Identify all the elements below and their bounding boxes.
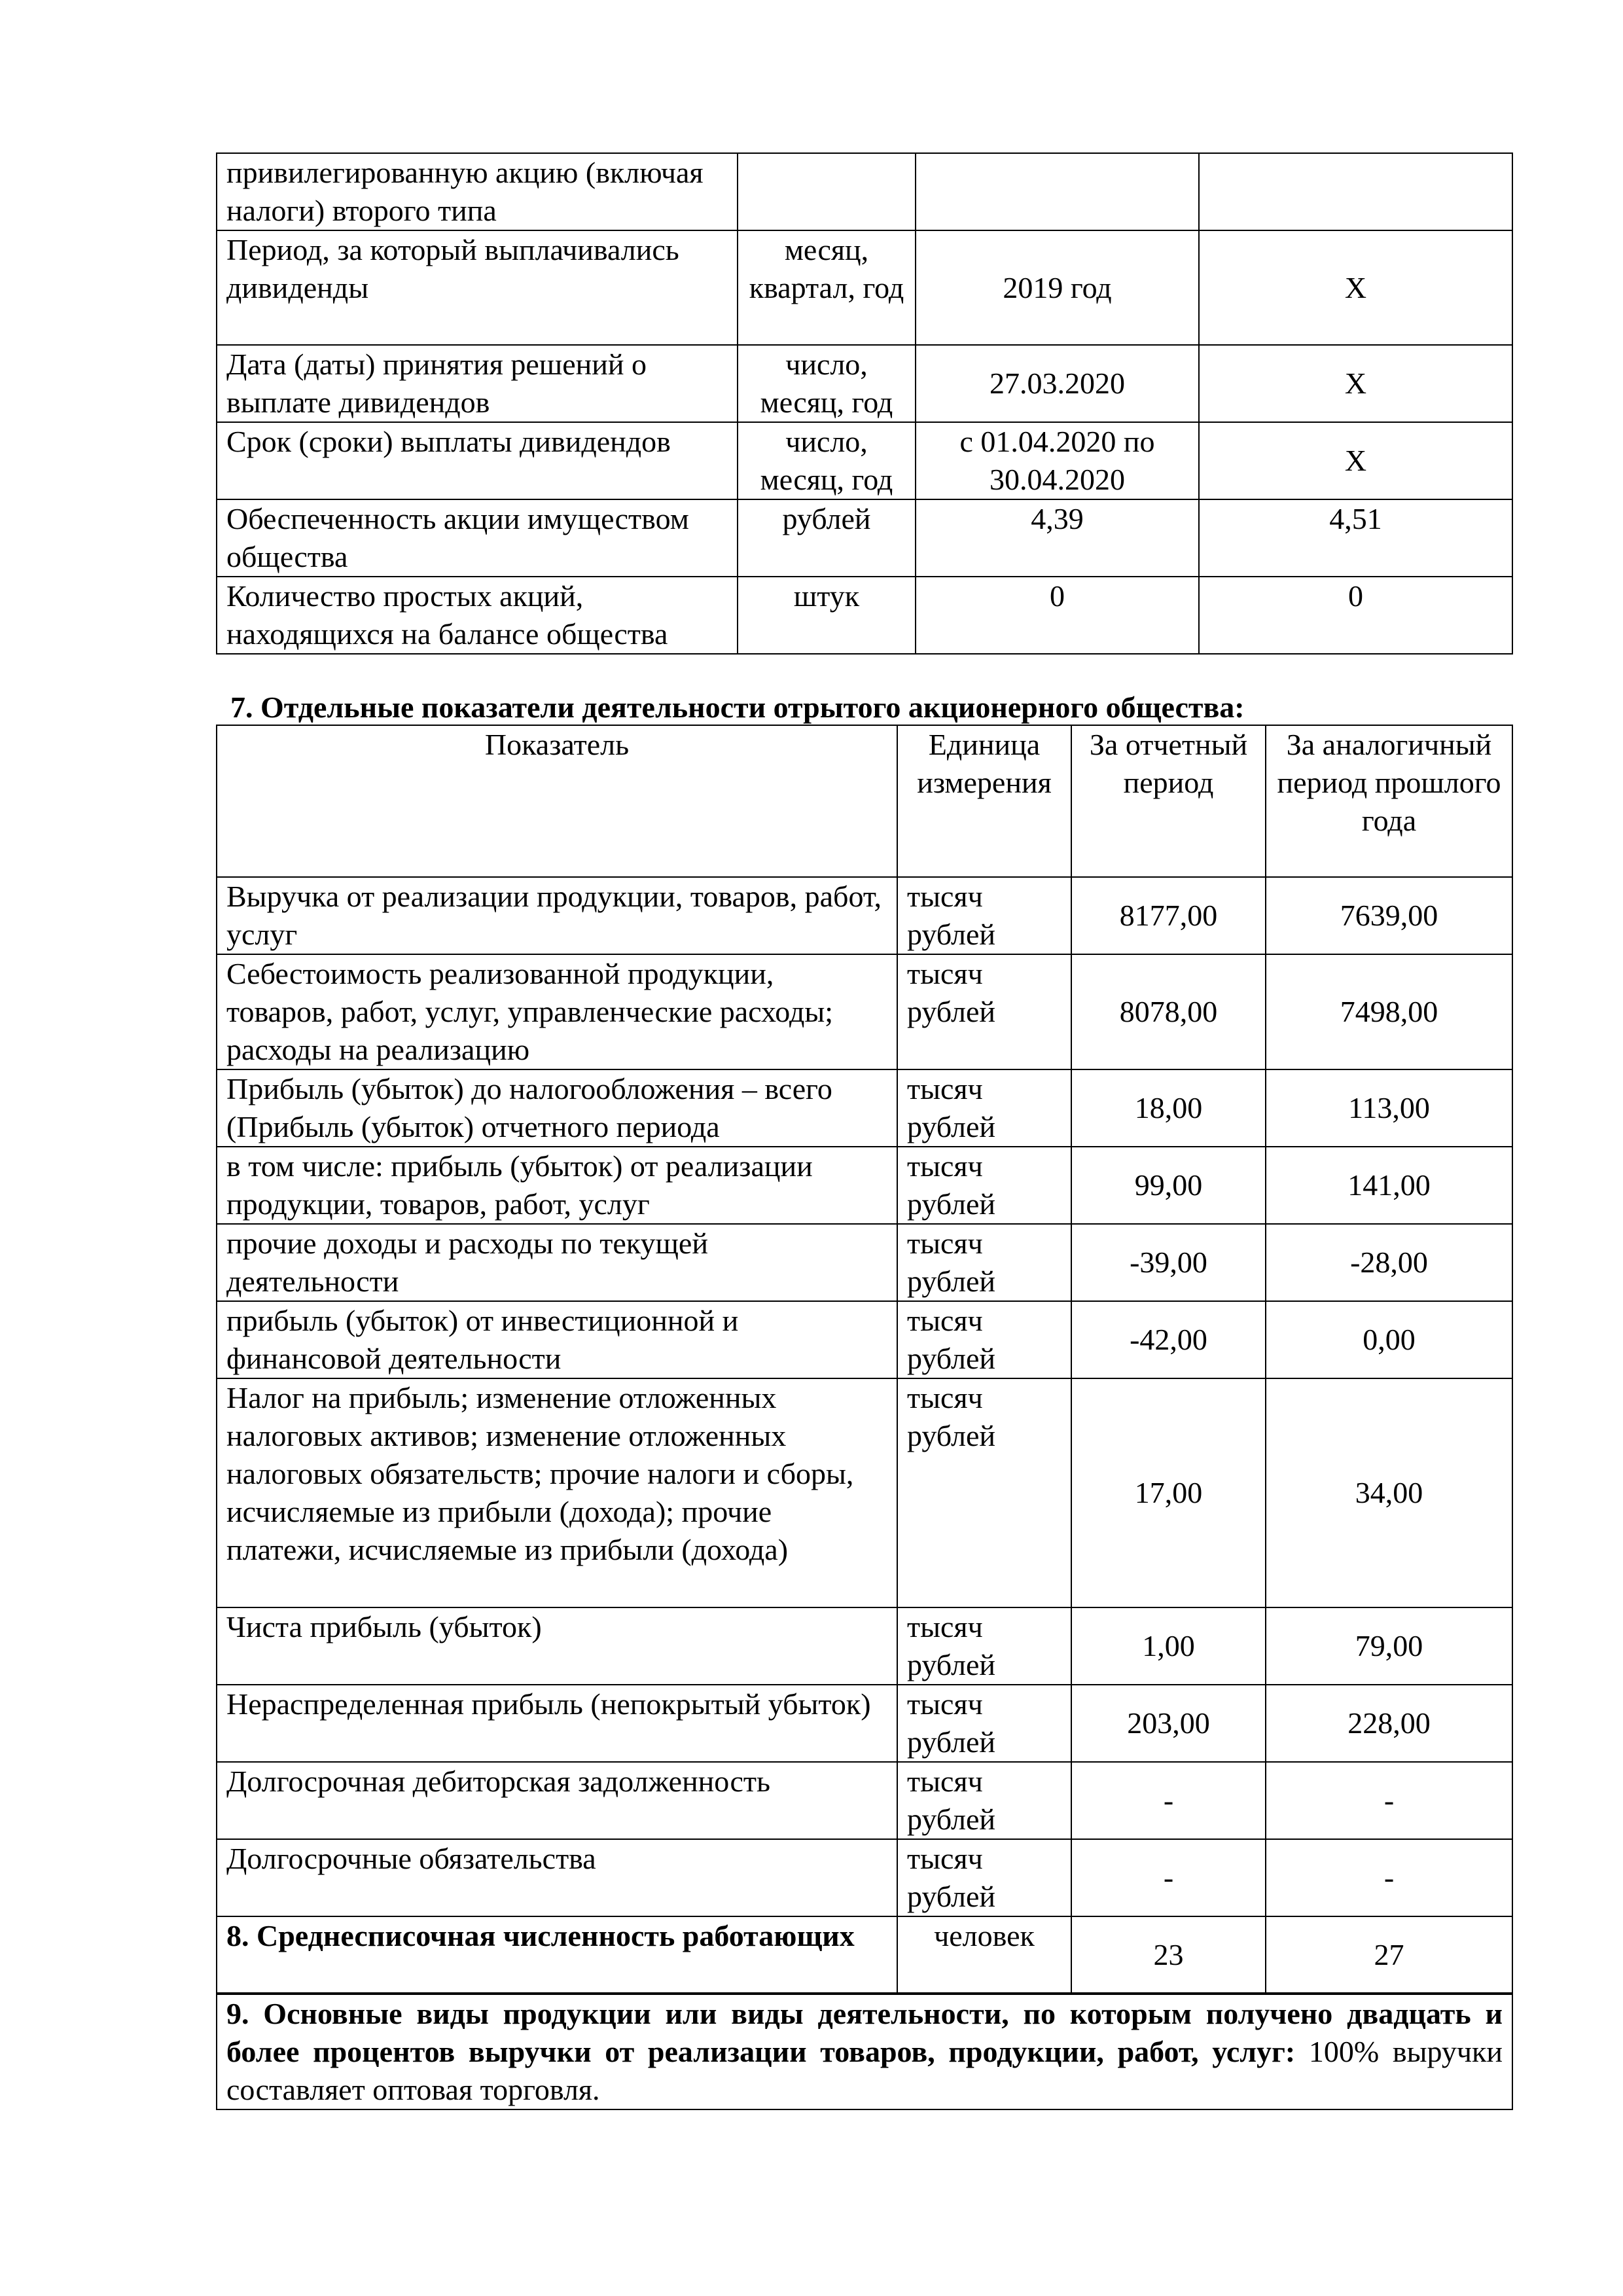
table-row [217, 1685, 1512, 1762]
row-previous-value: Х [1199, 230, 1512, 345]
row-current-value: - [1071, 1839, 1266, 1916]
row-label: прочие доходы и расходы по текущей деятельности [217, 1224, 897, 1301]
row-previous-value: 228,00 [1266, 1685, 1512, 1762]
table-row [217, 230, 1512, 345]
table-row [217, 1069, 1512, 1147]
row-current-value: 99,00 [1071, 1147, 1266, 1224]
row-unit: месяц, квартал, год [738, 230, 916, 345]
row-label: Прибыль (убыток) до налогообложения – всего (Прибыль (убыток) отчетного периода [217, 1069, 897, 1147]
row-previous-value: 7639,00 [1266, 877, 1512, 954]
row-previous-value [1199, 153, 1512, 230]
table-row [217, 499, 1512, 577]
header-unit: Единица измерения [897, 725, 1071, 877]
section-9-cell [217, 1994, 1512, 2109]
row-label: Нераспределенная прибыль (непокрытый убыток) [217, 1685, 897, 1762]
row-label: Срок (сроки) выплаты дивидендов [217, 422, 738, 499]
table-row [217, 577, 1512, 654]
section-8-current-value: 23 [1071, 1916, 1266, 1994]
indicators-table [216, 725, 1513, 2110]
table-row [217, 1762, 1512, 1839]
row-current-value: -39,00 [1071, 1224, 1266, 1301]
row-previous-value: - [1266, 1762, 1512, 1839]
dividends-table [216, 152, 1513, 655]
section-8-unit: человек [897, 1916, 1071, 1994]
row-unit: штук [738, 577, 916, 654]
row-previous-value: - [1266, 1839, 1512, 1916]
row-label: Чиста прибыль (убыток) [217, 1607, 897, 1685]
row-previous-value: 0,00 [1266, 1301, 1512, 1378]
row-current-value: - [1071, 1762, 1266, 1839]
row-previous-value: 79,00 [1266, 1607, 1512, 1685]
section-8-label: 8. Среднесписочная численность работающих [217, 1916, 897, 1994]
row-current-value: 1,00 [1071, 1607, 1266, 1685]
row-previous-value: 34,00 [1266, 1378, 1512, 1607]
row-unit: тысяч рублей [897, 1378, 1071, 1607]
row-previous-value: 7498,00 [1266, 954, 1512, 1069]
row-unit: тысяч рублей [897, 1069, 1071, 1147]
table-row [217, 1147, 1512, 1224]
row-label: Долгосрочные обязательства [217, 1839, 897, 1916]
row-current-value: 27.03.2020 [916, 345, 1199, 422]
row-current-value: 4,39 [916, 499, 1199, 577]
row-previous-value: Х [1199, 345, 1512, 422]
row-current-value: с 01.04.2020 по 30.04.2020 [916, 422, 1199, 499]
table-row [217, 1607, 1512, 1685]
row-unit: тысяч рублей [897, 1147, 1071, 1224]
table-row [217, 877, 1512, 954]
section-8-row [217, 1916, 1512, 1994]
header-previous-period: За аналогичный период прошлого года [1266, 725, 1512, 877]
row-unit: тысяч рублей [897, 1224, 1071, 1301]
row-current-value: 2019 год [916, 230, 1199, 345]
table-row [217, 1224, 1512, 1301]
row-unit: число, месяц, год [738, 345, 916, 422]
row-current-value: -42,00 [1071, 1301, 1266, 1378]
table-row [217, 345, 1512, 422]
row-label: Количество простых акций, находящихся на балансе общества [217, 577, 738, 654]
row-unit: тысяч рублей [897, 1762, 1071, 1839]
row-label: прибыль (убыток) от инвестиционной и финансовой деятельности [217, 1301, 897, 1378]
row-current-value: 8177,00 [1071, 877, 1266, 954]
section-9-title: 9. Основные виды продукции или виды деятельности, по которым получено двадцать и более процентов выручки от реализации товаров, продукции, работ, услуг: [226, 1997, 1503, 2068]
table-row [217, 1378, 1512, 1607]
table-row [217, 954, 1512, 1069]
section-9-row [217, 1994, 1512, 2109]
table-row [217, 1839, 1512, 1916]
row-label: привилегированную акцию (включая налоги) второго типа [217, 153, 738, 230]
section-9-text: 100% выручки составляет оптовая торговля. [226, 2035, 1503, 2106]
row-label: Дата (даты) принятия решений о выплате дивидендов [217, 345, 738, 422]
row-previous-value: -28,00 [1266, 1224, 1512, 1301]
table-row [217, 422, 1512, 499]
header-current-period: За отчетный период [1071, 725, 1266, 877]
row-unit: рублей [738, 499, 916, 577]
row-label: Выручка от реализации продукции, товаров, работ, услуг [217, 877, 897, 954]
row-previous-value: Х [1199, 422, 1512, 499]
row-unit: тысяч рублей [897, 1607, 1071, 1685]
table-row [217, 1301, 1512, 1378]
row-previous-value: 141,00 [1266, 1147, 1512, 1224]
row-current-value: 8078,00 [1071, 954, 1266, 1069]
row-unit: тысяч рублей [897, 1685, 1071, 1762]
row-label: Налог на прибыль; изменение отложенных налоговых активов; изменение отложенных налоговых обязательств; прочие налоги и сборы, исчисляемые из прибыли (дохода); прочие платежи, исчисляемые из прибыли (дохода) [217, 1378, 897, 1607]
row-current-value: 0 [916, 577, 1199, 654]
row-current-value [916, 153, 1199, 230]
section-7-title: 7. Отдельные показатели деятельности отрытого акционерного общества: [230, 691, 1245, 724]
row-label: в том числе: прибыль (убыток) от реализации продукции, товаров, работ, услуг [217, 1147, 897, 1224]
row-label: Период, за который выплачивались дивиденды [217, 230, 738, 345]
row-label: Долгосрочная дебиторская задолженность [217, 1762, 897, 1839]
row-previous-value: 0 [1199, 577, 1512, 654]
row-current-value: 17,00 [1071, 1378, 1266, 1607]
table-header-row [217, 725, 1512, 877]
header-indicator: Показатель [217, 725, 897, 877]
row-current-value: 203,00 [1071, 1685, 1266, 1762]
row-previous-value: 4,51 [1199, 499, 1512, 577]
row-current-value: 18,00 [1071, 1069, 1266, 1147]
row-label: Себестоимость реализованной продукции, товаров, работ, услуг, управленческие расходы; расходы на реализацию [217, 954, 897, 1069]
row-unit: тысяч рублей [897, 954, 1071, 1069]
row-previous-value: 113,00 [1266, 1069, 1512, 1147]
section-8-previous-value: 27 [1266, 1916, 1512, 1994]
row-unit: число, месяц, год [738, 422, 916, 499]
table-row [217, 153, 1512, 230]
row-unit: тысяч рублей [897, 1301, 1071, 1378]
row-unit: тысяч рублей [897, 1839, 1071, 1916]
row-label: Обеспеченность акции имуществом общества [217, 499, 738, 577]
row-unit [738, 153, 916, 230]
row-unit: тысяч рублей [897, 877, 1071, 954]
